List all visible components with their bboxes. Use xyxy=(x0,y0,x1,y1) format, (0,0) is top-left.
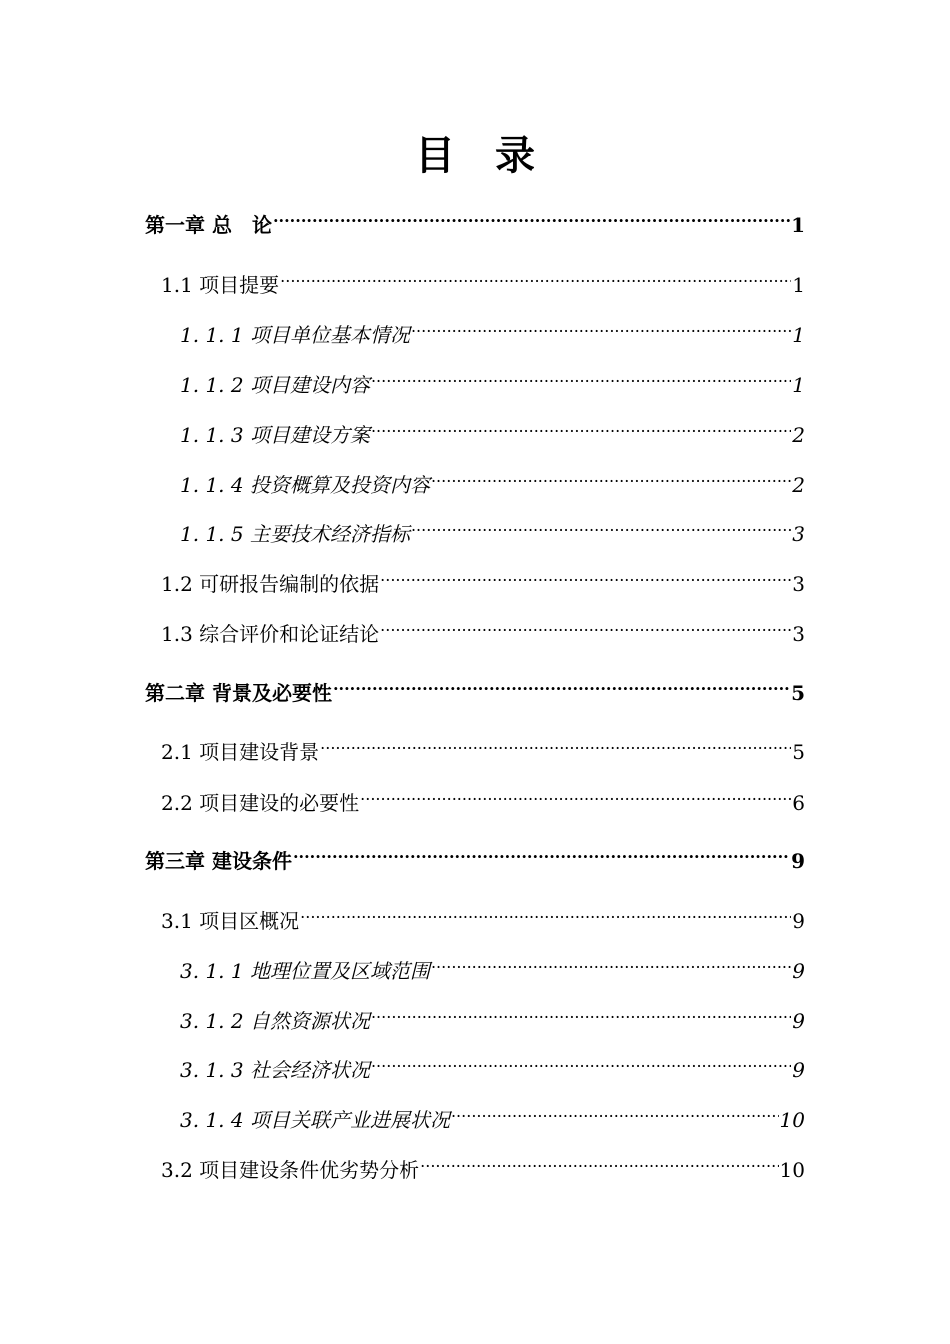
toc-entry-label: 第二章 背景及必要性 xyxy=(145,681,332,705)
toc-page-number: 2 xyxy=(792,423,805,447)
toc-title-char-2: 录 xyxy=(495,132,535,179)
toc-entry-label: 3. 1. 4 项目关联产业进展状况 xyxy=(180,1108,450,1132)
toc-entry-label: 1. 1. 4 投资概算及投资内容 xyxy=(180,473,430,497)
toc-entry-label: 1. 1. 1 项目单位基本情况 xyxy=(180,323,410,347)
toc-page-number: 1 xyxy=(791,213,805,237)
toc-leader-dots xyxy=(333,670,790,700)
toc-entry-subsection-1-1-3[interactable] xyxy=(180,412,805,447)
toc-page-number: 3 xyxy=(792,622,805,646)
toc-page-number: 1 xyxy=(792,273,805,297)
toc-entry-subsection-1-1-5[interactable] xyxy=(180,511,805,546)
toc-entry-chapter-3[interactable] xyxy=(145,838,805,873)
toc-leader-dots xyxy=(431,948,791,978)
toc-leader-dots xyxy=(411,312,791,342)
toc-leader-dots xyxy=(371,1047,791,1077)
toc-leader-dots xyxy=(371,362,791,392)
toc-leader-dots xyxy=(420,1147,778,1177)
toc-entry-label: 3. 1. 2 自然资源状况 xyxy=(180,1009,370,1033)
toc-page-number: 10 xyxy=(779,1108,805,1132)
toc-entry-chapter-2[interactable] xyxy=(145,670,805,705)
toc-page-number: 2 xyxy=(792,473,805,497)
toc-page-number: 3 xyxy=(792,522,805,546)
toc-page-number: 1 xyxy=(792,373,805,397)
toc-leader-dots xyxy=(273,202,790,232)
toc-page-number: 9 xyxy=(792,909,805,933)
toc-entry-chapter-1[interactable] xyxy=(145,202,805,237)
toc-entry-label: 1. 1. 3 项目建设方案 xyxy=(180,423,370,447)
toc-leader-dots xyxy=(411,511,791,541)
toc-entry-label: 3. 1. 1 地理位置及区域范围 xyxy=(180,959,430,983)
toc-entry-section-1-1[interactable] xyxy=(161,262,805,297)
toc-page-number: 1 xyxy=(792,323,805,347)
toc-entry-label: 2.2 项目建设的必要性 xyxy=(161,791,360,815)
toc-page-number: 9 xyxy=(791,849,805,873)
toc-page-number: 3 xyxy=(792,572,805,596)
toc-title xyxy=(0,128,950,184)
toc-entry-subsection-3-1-3[interactable] xyxy=(180,1047,805,1082)
toc-leader-dots xyxy=(451,1097,779,1127)
toc-entry-label: 1. 1. 2 项目建设内容 xyxy=(180,373,370,397)
toc-entry-section-3-2[interactable] xyxy=(161,1147,805,1182)
toc-entry-section-1-2[interactable] xyxy=(161,561,805,596)
toc-leader-dots xyxy=(371,412,791,442)
toc-page-number: 9 xyxy=(792,1009,805,1033)
toc-entry-label: 1. 1. 5 主要技术经济指标 xyxy=(180,522,410,546)
toc-page-number: 6 xyxy=(792,791,805,815)
toc-entry-label: 第一章 总 论 xyxy=(145,213,272,237)
toc-entry-subsection-3-1-1[interactable] xyxy=(180,948,805,983)
toc-entry-label: 1.1 项目提要 xyxy=(161,273,280,297)
toc-entry-label: 1.2 可研报告编制的依据 xyxy=(161,572,380,596)
toc-leader-dots xyxy=(371,998,791,1028)
toc-entry-label: 2.1 项目建设背景 xyxy=(161,740,320,764)
toc-page-number: 10 xyxy=(779,1158,805,1182)
toc-entry-subsection-3-1-2[interactable] xyxy=(180,998,805,1033)
toc-leader-dots xyxy=(300,898,791,928)
toc-entry-subsection-3-1-4[interactable] xyxy=(180,1097,805,1132)
toc-page-number: 5 xyxy=(792,740,805,764)
toc-leader-dots xyxy=(280,262,791,292)
toc-entry-label: 3.2 项目建设条件优劣势分析 xyxy=(161,1158,420,1182)
toc-page-number: 9 xyxy=(792,959,805,983)
toc-entry-label: 3.1 项目区概况 xyxy=(161,909,300,933)
toc-leader-dots xyxy=(320,729,791,759)
toc-page-number: 5 xyxy=(791,681,805,705)
toc-entry-subsection-1-1-4[interactable] xyxy=(180,462,805,497)
toc-leader-dots xyxy=(431,462,791,492)
toc-page-number: 9 xyxy=(792,1058,805,1082)
toc-entry-section-3-1[interactable] xyxy=(161,898,805,933)
toc-entry-section-2-1[interactable] xyxy=(161,729,805,764)
toc-entry-section-2-2[interactable] xyxy=(161,780,805,815)
toc-leader-dots xyxy=(380,611,791,641)
toc-entry-section-1-3[interactable] xyxy=(161,611,805,646)
toc-leader-dots xyxy=(360,780,791,810)
toc-entry-label: 第三章 建设条件 xyxy=(145,849,292,873)
toc-title-char-1: 目 xyxy=(415,132,455,179)
toc-leader-dots xyxy=(380,561,791,591)
toc-entry-subsection-1-1-2[interactable] xyxy=(180,362,805,397)
toc-leader-dots xyxy=(293,838,790,868)
toc-entry-subsection-1-1-1[interactable] xyxy=(180,312,805,347)
toc-entry-label: 3. 1. 3 社会经济状况 xyxy=(180,1058,370,1082)
toc-entry-label: 1.3 综合评价和论证结论 xyxy=(161,622,380,646)
